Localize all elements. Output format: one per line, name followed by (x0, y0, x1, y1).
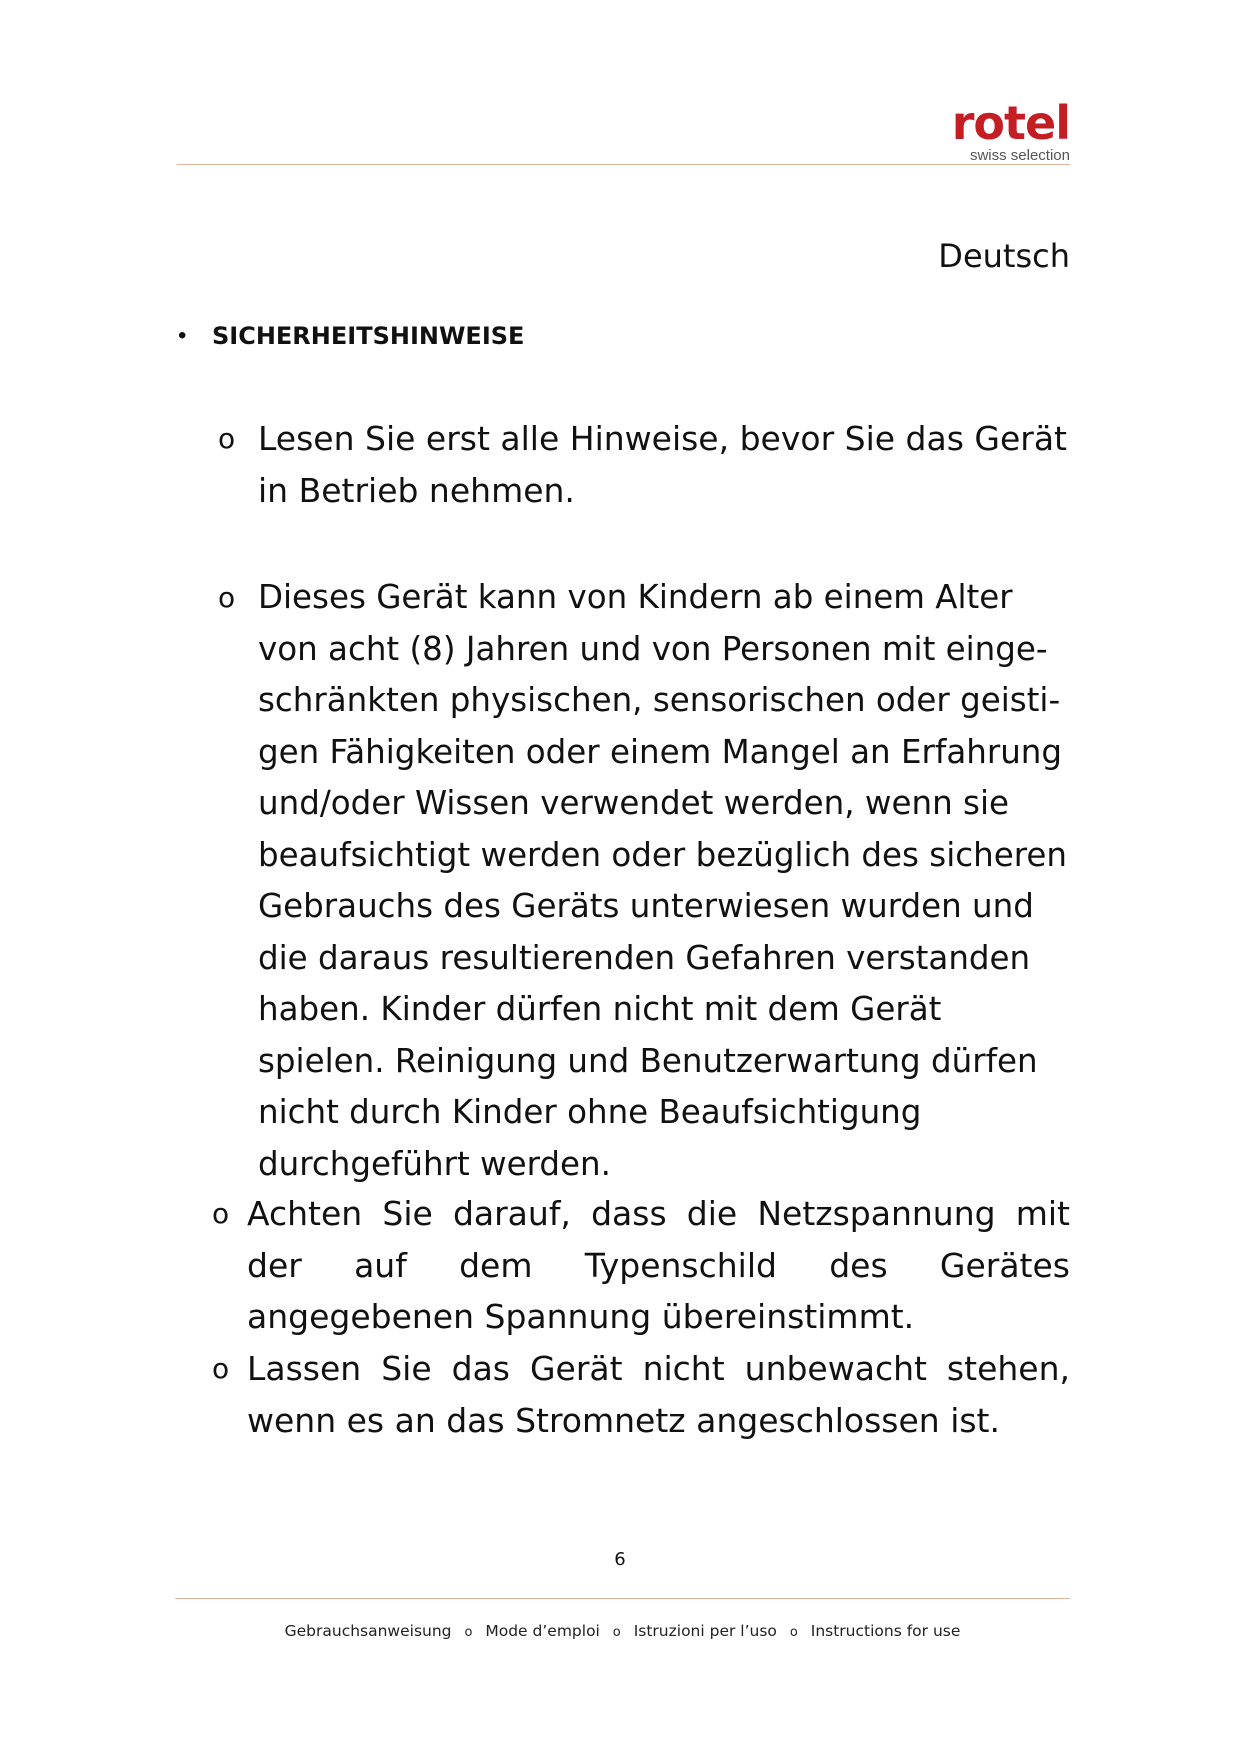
circle-bullet-icon: o (218, 581, 236, 614)
safety-item-text: Achten Sie darauf, dass die Netzspannung mit der auf dem Typenschild des Gerätes angegebenen Spannung übereinstimmt. (247, 1194, 1070, 1336)
footer-part: Gebrauchsanweisung (284, 1622, 452, 1640)
circle-bullet-icon: o (212, 1352, 230, 1385)
header-divider (177, 164, 1070, 165)
footer-separator-icon: o (464, 1625, 473, 1640)
logo-wordmark: rotel (951, 96, 1070, 150)
footer-part: Instructions for use (810, 1622, 961, 1640)
safety-item-text: Lassen Sie das Gerät nicht unbewacht stehen, wenn es an das Stromnetz angeschlossen ist. (247, 1349, 1070, 1440)
section-title: SICHERHEITSHINWEISE (212, 322, 525, 350)
bullet-icon: • (178, 322, 187, 349)
footer-divider (175, 1598, 1070, 1599)
footer-separator-icon: o (612, 1625, 621, 1640)
brand-logo (890, 96, 1070, 166)
section-heading (178, 318, 1078, 354)
circle-bullet-icon: o (212, 1197, 230, 1230)
safety-item-text: Dieses Gerät kann von Kindern ab einem Alter von acht (8) Jahren und von Personen mit einge-schränkten physischen, sensorischen oder geisti-gen Fähigkeiten oder einem Mangel an Erfahrung und/oder Wissen verwendet werden, wenn sie beaufsichtigt werden oder bezüglich des sicheren Gebrauchs des Geräts unterwiesen wurden und die daraus resultierenden Gefahren verstanden haben. Kinder dürfen nicht mit dem Gerät spielen. Reinigung und Benutzerwartung dürfen nicht durch Kinder ohne Beaufsichtigung durchgeführt werden. (258, 578, 1067, 1183)
page-number: 6 (614, 1549, 626, 1570)
footer-languages (175, 1620, 1070, 1644)
footer-part: Mode d’emploi (485, 1622, 600, 1640)
safety-item (218, 413, 1068, 523)
safety-item (212, 1343, 1070, 1453)
logo-subtitle: swiss selection (969, 147, 1070, 164)
language-label: Deutsch (938, 237, 1070, 275)
footer-separator-icon: o (789, 1625, 798, 1640)
safety-item (218, 572, 1068, 1183)
circle-bullet-icon: o (218, 422, 236, 455)
footer-part: Istruzioni per l’uso (633, 1622, 777, 1640)
safety-item-text: Lesen Sie erst alle Hinweise, bevor Sie das Gerät in Betrieb nehmen. (258, 419, 1067, 510)
safety-item (212, 1188, 1070, 1348)
